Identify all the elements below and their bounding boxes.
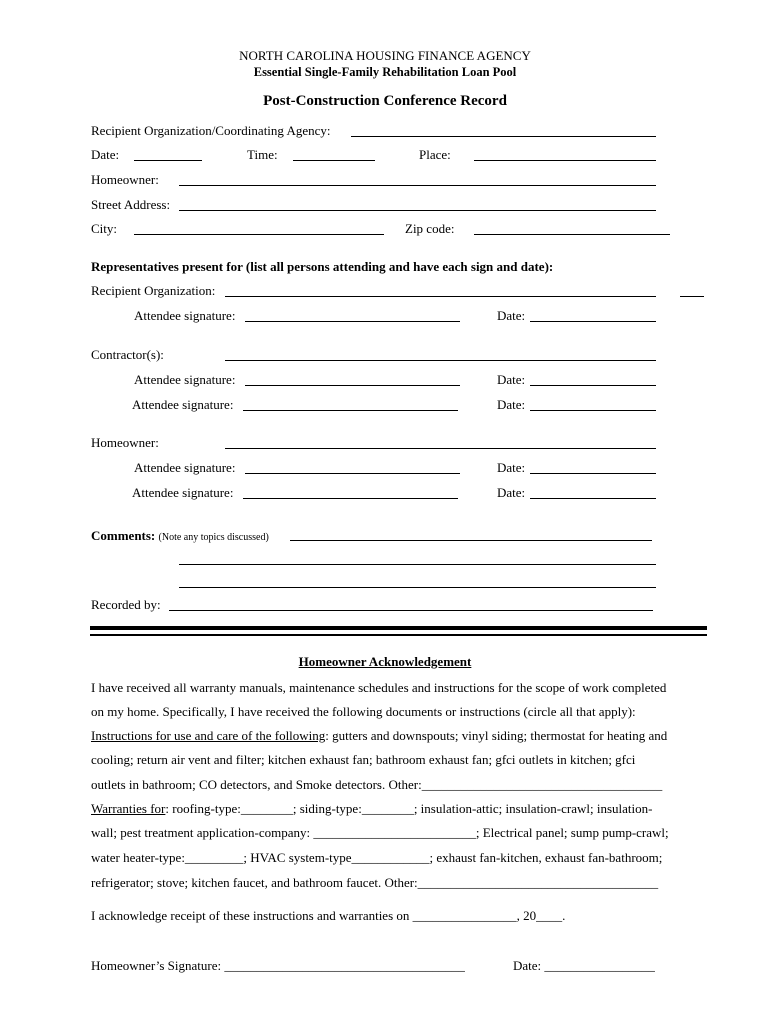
attendee-signature-field[interactable] <box>243 410 458 411</box>
comments-note: (Note any topics discussed) <box>158 532 269 543</box>
attendee-date-label: Date: <box>497 485 526 500</box>
homeowner-label: Homeowner: <box>91 172 159 187</box>
recipient-org-label: Recipient Organization/Coordinating Agency: <box>91 123 331 138</box>
attendee-date-field[interactable] <box>530 410 656 411</box>
recipient-org-field[interactable] <box>351 136 656 137</box>
ack-line-6-rest: : roofing-type:________; siding-type:________; insulation-attic; insulation-crawl; insulation- <box>165 801 653 816</box>
recorded-by-label: Recorded by: <box>91 597 161 612</box>
time-label: Time: <box>247 147 278 162</box>
homeowner-field[interactable] <box>179 185 656 186</box>
representatives-heading: Representatives present for (list all persons attending and have each sign and date): <box>91 259 554 274</box>
rep-homeowner-label: Homeowner: <box>91 435 159 450</box>
city-field[interactable] <box>134 234 384 235</box>
comments-row <box>91 528 269 544</box>
comments-field-line-1[interactable] <box>290 540 652 541</box>
attendee-signature-field[interactable] <box>245 321 460 322</box>
street-address-label: Street Address: <box>91 197 171 212</box>
homeowner-signature-label: Homeowner’s Signature: <box>91 958 222 973</box>
acknowledgement-heading: Homeowner Acknowledgement <box>298 654 472 669</box>
section-divider-thin <box>90 634 707 636</box>
attendee-signature-label: Attendee signature: <box>134 460 236 475</box>
agency-name: NORTH CAROLINA HOUSING FINANCE AGENCY <box>239 48 531 63</box>
attendee-date-label: Date: <box>497 460 526 475</box>
zip-label: Zip code: <box>405 221 455 236</box>
ack-line-3 <box>91 728 711 744</box>
street-address-field[interactable] <box>179 210 656 211</box>
rep-recipient-org-label: Recipient Organization: <box>91 283 216 298</box>
rep-homeowner-field[interactable] <box>225 448 656 449</box>
homeowner-date-field[interactable]: _________________ <box>544 958 655 973</box>
ack-line-5: outlets in bathroom; CO detectors, and Smoke detectors. Other:_____________________________________ <box>91 777 663 792</box>
section-divider-thick <box>90 626 707 630</box>
rep-recipient-org-extra-field[interactable] <box>680 296 704 297</box>
time-field[interactable] <box>293 160 375 161</box>
contractors-label: Contractor(s): <box>91 347 164 362</box>
homeowner-signature-row <box>91 958 465 974</box>
ack-line-7: wall; pest treatment application-company: _________________________; Electrical panel; sump pump-crawl; <box>91 825 669 840</box>
place-label: Place: <box>419 147 451 162</box>
ack-line-3-rest: : gutters and downspouts; vinyl siding; thermostat for heating and <box>325 728 668 743</box>
attendee-signature-label: Attendee signature: <box>134 308 236 323</box>
attendee-date-field[interactable] <box>530 385 656 386</box>
contractors-field[interactable] <box>225 360 656 361</box>
zip-field[interactable] <box>474 234 670 235</box>
page-title: Post-Construction Conference Record <box>263 93 507 109</box>
date-field[interactable] <box>134 160 202 161</box>
attendee-signature-label: Attendee signature: <box>132 485 234 500</box>
attendee-signature-label: Attendee signature: <box>134 372 236 387</box>
ack-line-4: cooling; return air vent and filter; kitchen exhaust fan; bathroom exhaust fan; gfci outlets in kitchen; gfci <box>91 752 636 767</box>
rep-recipient-org-field[interactable] <box>225 296 656 297</box>
ack-warranties-heading: Warranties for <box>91 801 166 816</box>
attendee-signature-field[interactable] <box>243 498 458 499</box>
attendee-signature-field[interactable] <box>245 473 460 474</box>
attendee-date-label: Date: <box>497 308 526 323</box>
attendee-signature-label: Attendee signature: <box>132 397 234 412</box>
date-label: Date: <box>91 147 120 162</box>
program-name: Essential Single-Family Rehabilitation Loan Pool <box>253 65 517 79</box>
comments-field-line-3[interactable] <box>179 587 656 588</box>
ack-receipt-statement: I acknowledge receipt of these instructions and warranties on ________________, 20____. <box>91 908 566 923</box>
attendee-date-field[interactable] <box>530 498 656 499</box>
homeowner-signature-field[interactable]: _____________________________________ <box>224 958 465 973</box>
recorded-by-field[interactable] <box>169 610 653 611</box>
attendee-date-field[interactable] <box>530 473 656 474</box>
ack-instructions-heading: Instructions for use and care of the following <box>91 728 326 743</box>
attendee-date-label: Date: <box>497 372 526 387</box>
comments-field-line-2[interactable] <box>179 564 656 565</box>
homeowner-date-row <box>513 958 655 974</box>
ack-line-2: on my home. Specifically, I have received the following documents or instructions (circle all that apply): <box>91 704 636 719</box>
comments-label: Comments: <box>91 528 156 543</box>
ack-line-8: water heater-type:_________; HVAC system-type____________; exhaust fan-kitchen, exhaust fan-bathroom; <box>91 850 663 865</box>
attendee-signature-field[interactable] <box>245 385 460 386</box>
ack-line-6 <box>91 801 711 817</box>
ack-line-1: I have received all warranty manuals, maintenance schedules and instructions for the scope of work completed <box>91 680 667 695</box>
place-field[interactable] <box>474 160 656 161</box>
ack-line-9: refrigerator; stove; kitchen faucet, and bathroom faucet. Other:_____________________________________ <box>91 875 659 890</box>
attendee-date-field[interactable] <box>530 321 656 322</box>
homeowner-date-label: Date: <box>513 958 542 973</box>
city-label: City: <box>91 221 118 236</box>
attendee-date-label: Date: <box>497 397 526 412</box>
